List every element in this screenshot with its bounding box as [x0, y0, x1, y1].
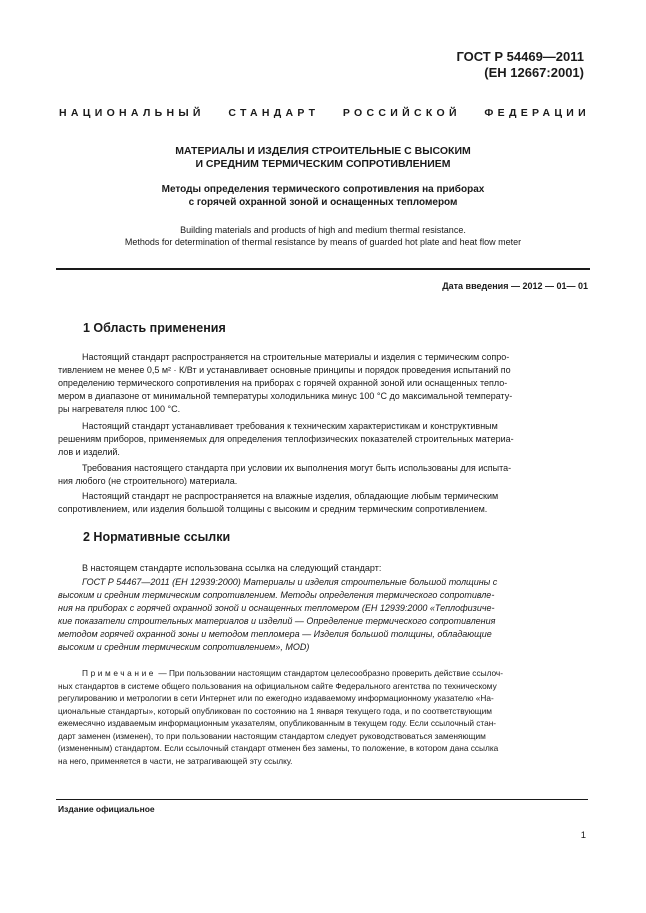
- subtitle-line-2: с горячей охранной зоной и оснащенных тепломером: [188, 197, 458, 208]
- section-2-intro: [58, 562, 588, 575]
- text-line: циональные стандарты», который опубликован по состоянию на 1 января текущего года, и по соответствующим: [58, 705, 492, 716]
- text-line: мером в диапазоне от минимальной температуры холодильника минус 100 °С до максимальной температу-: [58, 391, 513, 401]
- title-line-1: МАТЕРИАЛЫ И ИЗДЕЛИЯ СТРОИТЕЛЬНЫЕ С ВЫСОКИМ: [175, 145, 471, 157]
- document-title: [60, 145, 586, 171]
- text-line: В настоящем стандарте использована ссылка на следующий стандарт:: [82, 563, 382, 573]
- text-line: на него, применяется в части, не затрагивающей эту ссылку.: [58, 755, 293, 766]
- text-line: ния на приборах с горячей охранной зоной и оснащенных тепломером (ЕН 12939:2000 «Теплофизиче-: [58, 603, 495, 613]
- section-1-paragraph-2: [58, 420, 588, 459]
- standard-designation: [456, 49, 584, 81]
- text-line: ния любого (не строительного) материала.: [58, 476, 238, 486]
- section-2-heading: 2 Нормативные ссылки: [83, 530, 231, 544]
- text-line: кие показатели строительных материалов и изделий — Определение термического сопротивления: [58, 616, 496, 626]
- introduction-date: Дата введения — 2012 — 01— 01: [442, 281, 588, 291]
- gost-number: ГОСТ Р 54469—2011: [456, 49, 584, 64]
- text-line: Требования настоящего стандарта при условии их выполнения могут быть использованы для испыта-: [82, 463, 512, 473]
- text-line: регулированию и метрологии в сети Интернет или по ежегодно издаваемому информационному указателю «На-: [58, 693, 494, 703]
- document-subtitle: [60, 183, 586, 209]
- text-line: ры нагревателя плюс 100 °С.: [58, 404, 181, 414]
- footer-divider: [56, 799, 588, 800]
- text-line: (измененным) стандартом. Если ссылочный стандарт отменен без замены, то положение, в котором дана ссылка: [58, 743, 499, 753]
- official-edition-label: Издание официальное: [58, 804, 155, 814]
- note-label: Примечание: [82, 668, 157, 678]
- section-1-paragraph-1: [58, 351, 588, 416]
- english-title-line-1: Building materials and products of high and medium thermal resistance.: [180, 225, 466, 235]
- text-line: ГОСТ Р 54467—2011 (ЕН 12939:2000) Материалы и изделия строительные большой толщины с: [82, 577, 498, 587]
- reference-note: [58, 667, 588, 767]
- text-line: Настоящий стандарт не распространяется на влажные изделия, обладающие любым термическим: [82, 491, 499, 501]
- section-1-paragraph-3: [58, 462, 588, 488]
- text-line: решениям приборов, применяемых для определения теплофизических показателей строительных материа-: [58, 434, 514, 444]
- subtitle-line-1: Методы определения термического сопротивления на приборах: [161, 184, 485, 195]
- en-number: (ЕН 12667:2001): [484, 65, 584, 80]
- text-line: Примечание — При пользовании настоящим стандартом целесообразно проверить действие ссылоч-: [82, 668, 504, 678]
- section-1-paragraph-4: [58, 490, 588, 516]
- text-line: высоким и средним термическим сопротивлением. Методы определения термического сопротивле-: [58, 590, 495, 600]
- text-line: Настоящий стандарт устанавливает требования к техническим характеристикам и конструктивным: [82, 421, 498, 431]
- text-line: Настоящий стандарт распространяется на строительные материалы и изделия с термическим сопро-: [82, 352, 510, 362]
- national-standard-banner: НАЦИОНАЛЬНЫЙ СТАНДАРТ РОССИЙСКОЙ ФЕДЕРАЦИИ: [59, 107, 590, 119]
- text-line: высоким и средним термическим сопротивлением», MOD): [58, 642, 310, 652]
- section-1-heading: 1 Область применения: [83, 321, 226, 335]
- text-line: дарт заменен (изменен), то при пользовании настоящим стандартом следует руководствоваться заменяющим: [58, 730, 486, 741]
- text-line: ных стандартов в системе общего пользования на официальном сайте Федерального агентства по техническому: [58, 680, 497, 691]
- text-line: лов и изделий.: [58, 447, 120, 457]
- title-line-2: И СРЕДНИМ ТЕРМИЧЕСКИМ СОПРОТИВЛЕНИЕМ: [195, 158, 451, 170]
- english-title-line-2: Methods for determination of thermal resistance by means of guarded hot plate and heat flow meter: [124, 237, 522, 247]
- text-line: определению термического сопротивления на приборах с горячей охранной зоной или оснащенных тепло-: [58, 378, 508, 388]
- text-line: тивлением не менее 0,5 м² · К/Вт и устанавливает основные принципы и порядок проведения испытаний по: [58, 365, 511, 375]
- normative-reference: [58, 576, 588, 654]
- title-divider: [56, 268, 590, 270]
- text-line: методом горячей охранной зоны и методом тепломера — Изделия большой толщины, обладающие: [58, 629, 492, 639]
- english-title: [60, 224, 586, 248]
- text-line: ежемесячно издаваемым информационным указателям, опубликованным в текущем году. Если ссылочный стан-: [58, 718, 497, 728]
- text-line: сопротивлением, или изделия большой толщины с высоким и средним термическим сопротивлением.: [58, 504, 488, 514]
- page-number: 1: [580, 830, 586, 841]
